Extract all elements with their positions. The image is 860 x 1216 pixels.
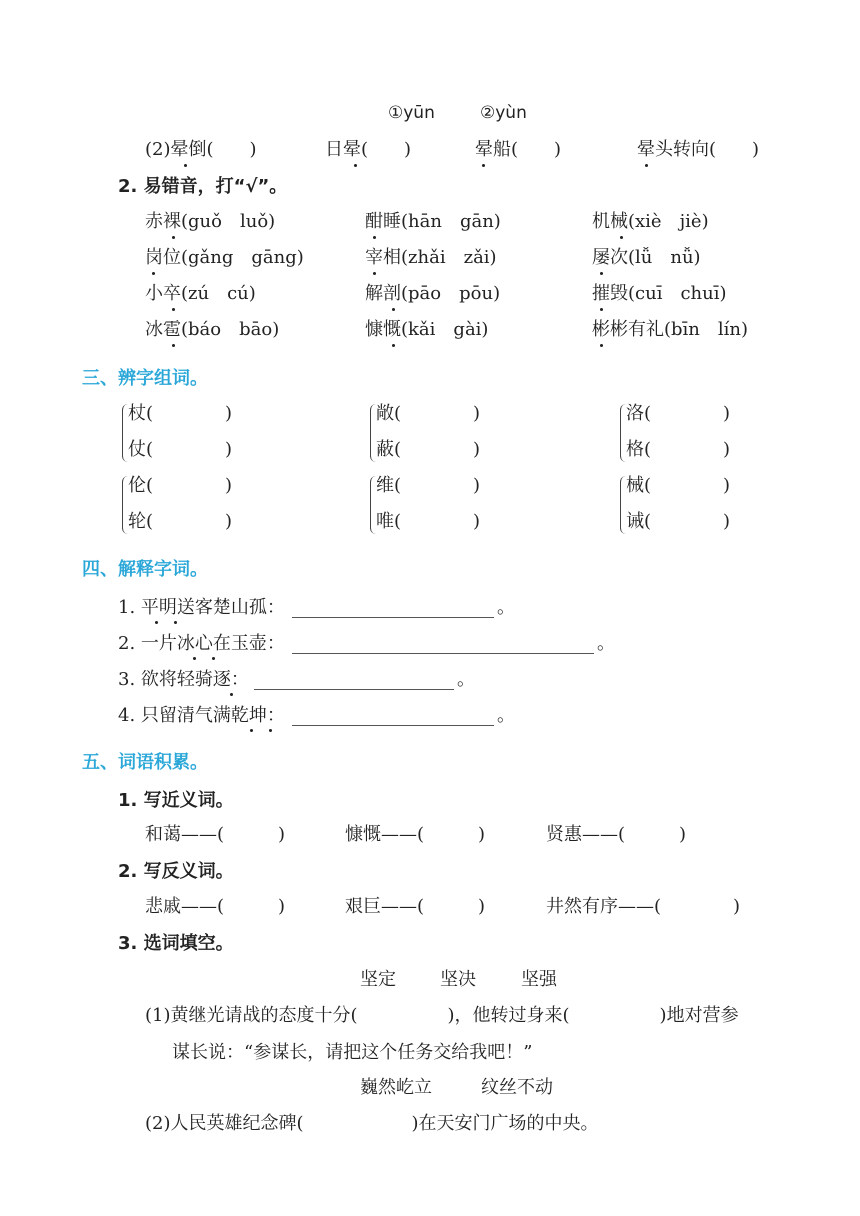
antonym-item: 悲戚——( ) bbox=[145, 896, 286, 917]
section-title-5: 五、词语积累。 bbox=[82, 752, 208, 773]
char-pair-top: 械( ) bbox=[626, 475, 731, 496]
period: 。 bbox=[497, 705, 515, 726]
char-pair-bottom: 蔽( ) bbox=[376, 439, 481, 460]
answer-line[interactable] bbox=[292, 653, 594, 654]
pinyin-item: 机械(xiè jiè) bbox=[592, 211, 709, 232]
word-item: 晕船( ) bbox=[475, 139, 562, 160]
word-option: 坚强 bbox=[521, 969, 557, 990]
emphasis-dot bbox=[174, 621, 177, 624]
explain-item: 3. 欲将轻骑逐： bbox=[118, 669, 249, 690]
subsection-title: 1. 写近义词。 bbox=[118, 790, 234, 811]
answer-line[interactable] bbox=[292, 617, 494, 618]
emphasis-dot bbox=[392, 308, 395, 311]
word-item: (2)晕倒( ) bbox=[145, 139, 257, 160]
char-pair-bottom: 诫( ) bbox=[626, 511, 731, 532]
emphasis-dot bbox=[193, 657, 196, 660]
char-pair-bottom: 仗( ) bbox=[128, 439, 233, 460]
option-yun1: ①yūn bbox=[388, 103, 435, 123]
pinyin-item: 赤裸(guǒ luǒ) bbox=[145, 211, 276, 232]
word-option: 巍然屹立 bbox=[360, 1077, 432, 1098]
pinyin-item: 宰相(zhǎi zǎi) bbox=[365, 247, 497, 268]
word-item: 日晕( ) bbox=[325, 139, 412, 160]
emphasis-dot bbox=[373, 272, 376, 275]
emphasis-dot bbox=[269, 729, 272, 732]
option-yun4: ②yùn bbox=[480, 103, 527, 123]
pinyin-item: 屡次(lǚ nǚ) bbox=[592, 247, 701, 268]
emphasis-dot bbox=[373, 236, 376, 239]
emphasis-dot bbox=[230, 693, 233, 696]
pinyin-item: 小卒(zú cú) bbox=[145, 283, 256, 304]
fill-sentence: (2)人民英雄纪念碑( )在天安门广场的中央。 bbox=[145, 1113, 599, 1134]
answer-line[interactable] bbox=[254, 689, 454, 690]
subsection-title: 2. 易错音，打“√”。 bbox=[118, 176, 288, 197]
char-pair-top: 洛( ) bbox=[626, 403, 731, 424]
emphasis-dot bbox=[172, 308, 175, 311]
emphasis-dot bbox=[392, 344, 395, 347]
emphasis-dot bbox=[184, 164, 187, 167]
pinyin-item: 冰雹(báo bāo) bbox=[145, 319, 280, 340]
explain-item: 1. 平明送客楚山孤： bbox=[118, 597, 285, 618]
pinyin-item: 解剖(pāo pōu) bbox=[365, 283, 501, 304]
emphasis-dot bbox=[212, 657, 215, 660]
word-item: 晕头转向( ) bbox=[637, 139, 760, 160]
synonym-item: 贤惠——( ) bbox=[546, 824, 687, 845]
emphasis-dot bbox=[600, 272, 603, 275]
pinyin-item: 岗位(gǎng gāng) bbox=[145, 247, 304, 268]
subsection-title: 2. 写反义词。 bbox=[118, 861, 234, 882]
emphasis-dot bbox=[152, 272, 155, 275]
emphasis-dot bbox=[620, 236, 623, 239]
synonym-item: 慷慨——( ) bbox=[345, 824, 486, 845]
emphasis-dot bbox=[482, 164, 485, 167]
emphasis-dot bbox=[645, 164, 648, 167]
section-title-3: 三、辨字组词。 bbox=[82, 368, 208, 389]
period: 。 bbox=[497, 597, 515, 618]
pinyin-item: 酣睡(hān gān) bbox=[365, 211, 501, 232]
emphasis-dot bbox=[354, 164, 357, 167]
char-pair-bottom: 格( ) bbox=[626, 439, 731, 460]
pinyin-item: 摧毁(cuī chuī) bbox=[592, 283, 727, 304]
answer-line[interactable] bbox=[292, 725, 494, 726]
word-option: 坚决 bbox=[440, 969, 476, 990]
emphasis-dot bbox=[155, 621, 158, 624]
word-option: 坚定 bbox=[360, 969, 396, 990]
period: 。 bbox=[597, 633, 615, 654]
synonym-item: 和蔼——( ) bbox=[145, 824, 286, 845]
antonym-item: 井然有序——( ) bbox=[546, 896, 741, 917]
emphasis-dot bbox=[250, 729, 253, 732]
subsection-title: 3. 选词填空。 bbox=[118, 933, 234, 954]
emphasis-dot bbox=[600, 308, 603, 311]
emphasis-dot bbox=[600, 344, 603, 347]
char-pair-top: 伦( ) bbox=[128, 475, 233, 496]
word-option: 纹丝不动 bbox=[481, 1077, 553, 1098]
char-pair-top: 杖( ) bbox=[128, 403, 233, 424]
char-pair-top: 敞( ) bbox=[376, 403, 481, 424]
char-pair-bottom: 唯( ) bbox=[376, 511, 481, 532]
pinyin-item: 彬彬有礼(bīn lín) bbox=[592, 319, 749, 340]
fill-sentence: 谋长说：“参谋长，请把这个任务交给我吧！” bbox=[172, 1042, 533, 1063]
emphasis-dot bbox=[172, 344, 175, 347]
emphasis-dot bbox=[172, 236, 175, 239]
char-pair-bottom: 轮( ) bbox=[128, 511, 233, 532]
section-title-4: 四、解释字词。 bbox=[82, 559, 208, 580]
period: 。 bbox=[457, 669, 475, 690]
fill-sentence: (1)黄继光请战的态度十分( )，他转过身来( )地对营参 bbox=[145, 1005, 739, 1026]
explain-item: 2. 一片冰心在玉壶： bbox=[118, 633, 285, 654]
explain-item: 4. 只留清气满乾坤： bbox=[118, 705, 285, 726]
pinyin-item: 慷慨(kǎi gài) bbox=[365, 319, 489, 340]
antonym-item: 艰巨——( ) bbox=[345, 896, 486, 917]
char-pair-top: 维( ) bbox=[376, 475, 481, 496]
